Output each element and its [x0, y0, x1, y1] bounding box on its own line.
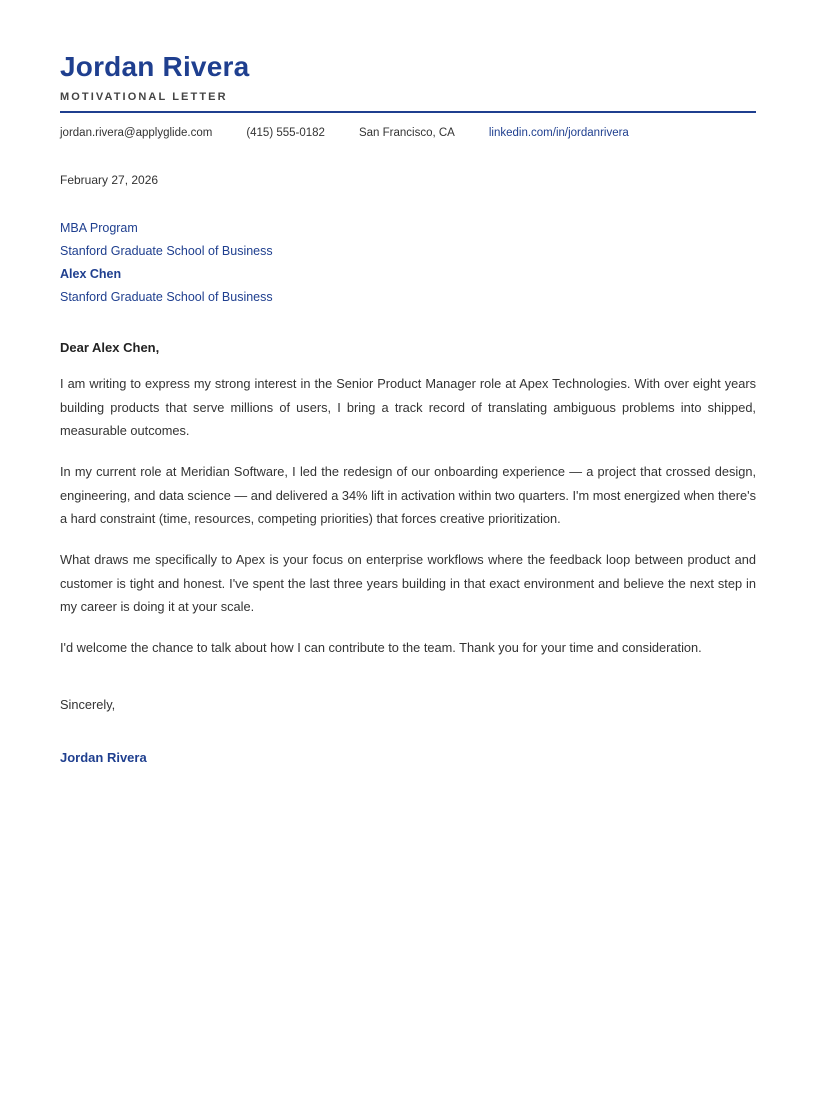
- page-title: Jordan Rivera: [60, 51, 250, 82]
- letter-signature: Jordan Rivera: [60, 749, 147, 765]
- contact-location: San Francisco, CA: [358, 126, 455, 139]
- recipient-school: Stanford Graduate School of Business: [60, 243, 273, 258]
- contact-phone: (415) 555-0182: [246, 126, 325, 139]
- letter-salutation: Dear Alex Chen,: [60, 340, 160, 356]
- letter-paragraph-1: I am writing to express my strong interest in the Senior Product Manager role at Apex Technologies. With over eight years building products that serve millions of users, I bring a track record of translating ambiguous problems into shipped, measurable outcomes.: [60, 376, 756, 439]
- document-subtitle: MOTIVATIONAL LETTER: [60, 90, 228, 103]
- letter-paragraph-2: In my current role at Meridian Software, I led the redesign of our onboarding experience — a project that crossed design, engineering, and data science — and delivered a 34% lift in activation within two quarters. I'm most energized when there's a hard constraint (time, resources, competing priorities) that forces creative prioritization.: [60, 464, 756, 527]
- contact-email[interactable]: jordan.rivera@applyglide.com: [60, 126, 213, 139]
- letter-paragraph-4: I'd welcome the chance to talk about how I can contribute to the team. Thank you for your time and consideration.: [60, 640, 702, 656]
- letter-header: [60, 50, 756, 113]
- contact-linkedin-link[interactable]: linkedin.com/in/jordanrivera: [488, 126, 629, 139]
- recipient-organization: Stanford Graduate School of Business: [60, 289, 273, 304]
- contact-info-row: [60, 127, 756, 139]
- recipient-program: MBA Program: [60, 220, 138, 235]
- letter-date: February 27, 2026: [60, 172, 159, 187]
- recipient-contact-name: Alex Chen: [60, 266, 122, 281]
- letter-paragraph-3: What draws me specifically to Apex is your focus on enterprise workflows where the feedback loop between product and customer is tight and honest. I've spent the last three years building in that exact environment and believe the next step in my career is doing it at your scale.: [60, 552, 756, 615]
- recipient-block: [60, 217, 756, 310]
- letter-closing: Sincerely,: [60, 696, 116, 712]
